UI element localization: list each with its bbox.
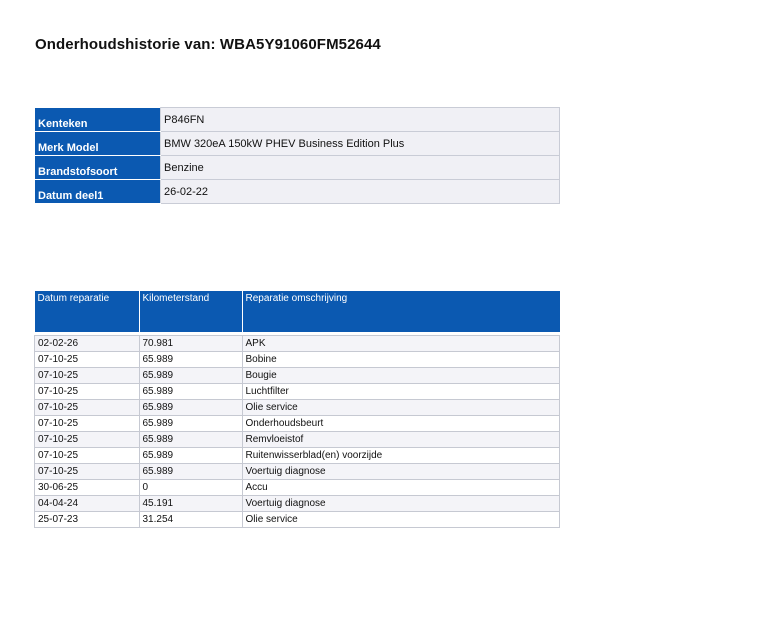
info-label: Merk Model bbox=[35, 132, 161, 156]
cell-description: Luchtfilter bbox=[242, 384, 560, 400]
info-value: P846FN bbox=[161, 108, 560, 132]
info-label: Kenteken bbox=[35, 108, 161, 132]
cell-mileage: 65.989 bbox=[139, 352, 242, 368]
info-value: BMW 320eA 150kW PHEV Business Edition Plus bbox=[161, 132, 560, 156]
table-row bbox=[35, 352, 560, 368]
cell-date: 07-10-25 bbox=[35, 384, 140, 400]
cell-description: Bobine bbox=[242, 352, 560, 368]
cell-date: 30-06-25 bbox=[35, 480, 140, 496]
cell-mileage: 65.989 bbox=[139, 464, 242, 480]
vehicle-info-row bbox=[35, 108, 560, 132]
cell-date: 07-10-25 bbox=[35, 448, 140, 464]
table-body bbox=[35, 332, 560, 528]
cell-date: 07-10-25 bbox=[35, 464, 140, 480]
cell-date: 07-10-25 bbox=[35, 400, 140, 416]
cell-description: APK bbox=[242, 336, 560, 352]
cell-mileage: 65.989 bbox=[139, 368, 242, 384]
column-header-mileage: Kilometerstand bbox=[139, 291, 242, 332]
cell-description: Bougie bbox=[242, 368, 560, 384]
table-row bbox=[35, 448, 560, 464]
vehicle-info-table bbox=[34, 107, 560, 204]
cell-mileage: 65.989 bbox=[139, 400, 242, 416]
table-row bbox=[35, 432, 560, 448]
table-row bbox=[35, 368, 560, 384]
vehicle-info-row bbox=[35, 156, 560, 180]
table-row bbox=[35, 496, 560, 512]
info-label: Datum deel1 bbox=[35, 180, 161, 204]
vehicle-info-row bbox=[35, 180, 560, 204]
info-value: Benzine bbox=[161, 156, 560, 180]
info-label: Brandstofsoort bbox=[35, 156, 161, 180]
cell-description: Olie service bbox=[242, 512, 560, 528]
cell-date: 25-07-23 bbox=[35, 512, 140, 528]
table-header-row bbox=[35, 291, 560, 332]
cell-description: Remvloeistof bbox=[242, 432, 560, 448]
cell-date: 07-10-25 bbox=[35, 432, 140, 448]
cell-mileage: 70.981 bbox=[139, 336, 242, 352]
cell-mileage: 0 bbox=[139, 480, 242, 496]
cell-description: Olie service bbox=[242, 400, 560, 416]
cell-mileage: 65.989 bbox=[139, 416, 242, 432]
table-row bbox=[35, 336, 560, 352]
cell-date: 04-04-24 bbox=[35, 496, 140, 512]
table-row bbox=[35, 464, 560, 480]
cell-date: 02-02-26 bbox=[35, 336, 140, 352]
repair-history-table bbox=[34, 291, 560, 528]
cell-description: Onderhoudsbeurt bbox=[242, 416, 560, 432]
cell-description: Ruitenwisserblad(en) voorzijde bbox=[242, 448, 560, 464]
table-row bbox=[35, 384, 560, 400]
vehicle-info-row bbox=[35, 132, 560, 156]
table-row bbox=[35, 416, 560, 432]
cell-date: 07-10-25 bbox=[35, 352, 140, 368]
table-row bbox=[35, 480, 560, 496]
cell-mileage: 31.254 bbox=[139, 512, 242, 528]
page-title: Onderhoudshistorie van: WBA5Y91060FM52644 bbox=[35, 36, 381, 53]
table-row bbox=[35, 512, 560, 528]
cell-mileage: 65.989 bbox=[139, 448, 242, 464]
column-header-description: Reparatie omschrijving bbox=[242, 291, 560, 332]
cell-description: Voertuig diagnose bbox=[242, 496, 560, 512]
cell-mileage: 65.989 bbox=[139, 432, 242, 448]
table-row bbox=[35, 400, 560, 416]
cell-mileage: 65.989 bbox=[139, 384, 242, 400]
cell-date: 07-10-25 bbox=[35, 368, 140, 384]
cell-description: Accu bbox=[242, 480, 560, 496]
column-header-date: Datum reparatie bbox=[35, 291, 140, 332]
cell-description: Voertuig diagnose bbox=[242, 464, 560, 480]
info-value: 26-02-22 bbox=[161, 180, 560, 204]
cell-mileage: 45.191 bbox=[139, 496, 242, 512]
cell-date: 07-10-25 bbox=[35, 416, 140, 432]
